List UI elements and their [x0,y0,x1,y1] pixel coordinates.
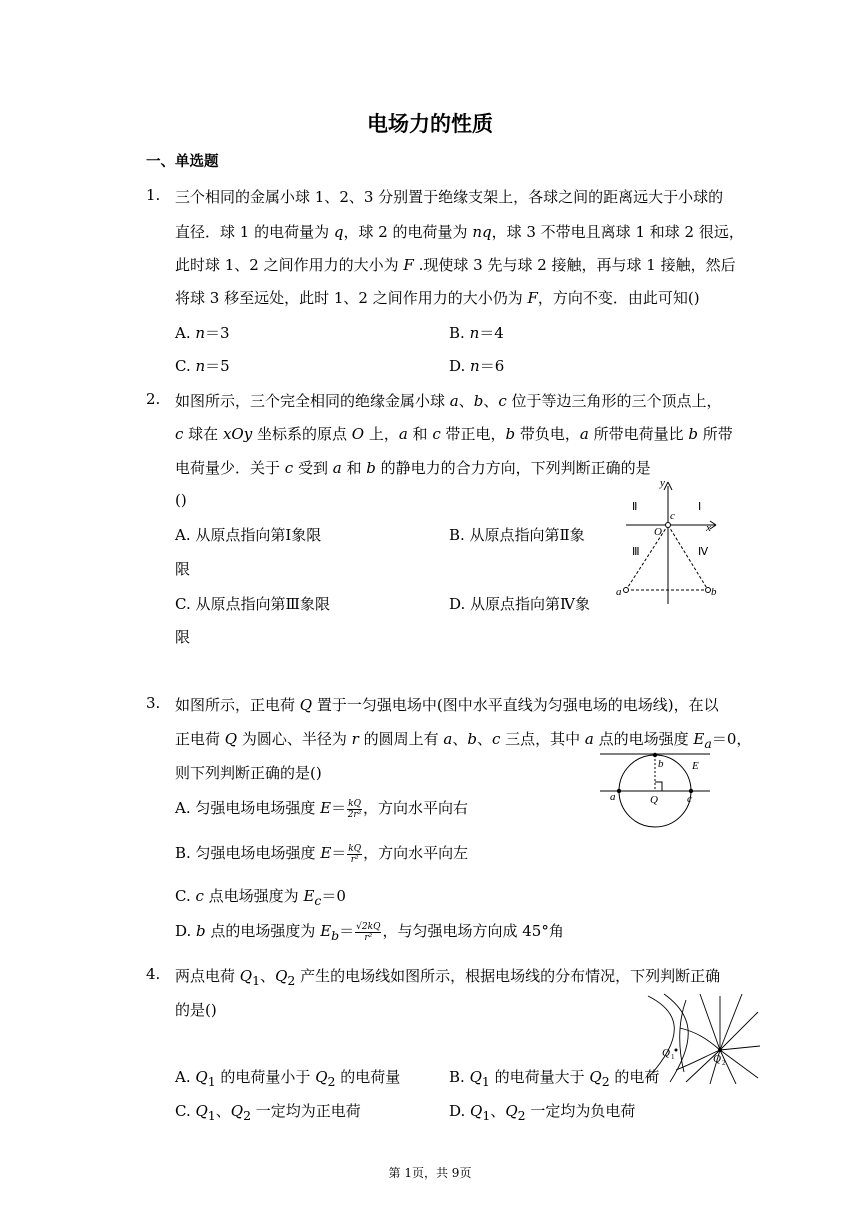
fig2-quadrant-3: Ⅲ [632,546,640,558]
page-title: 电场力的性质 [367,112,493,136]
fig3-q-label: Q [650,794,658,806]
fig2-a-label: a [616,586,622,598]
question-2-line-4: () [175,491,187,509]
fig2-origin-label: O [654,526,662,538]
question-2-option-b[interactable]: B. 从原点指向第Ⅱ象 [449,526,585,544]
fig4-q2-subscript: 2 [722,1059,726,1067]
question-2-line-2: c 球在 xOy 坐标系的原点 O 上，a 和 c 带正电，b 带负电，a 所带电荷量比 b 所带 [175,425,733,443]
question-2-option-c[interactable]: C. 从原点指向第Ⅲ象限 [175,595,330,613]
question-3-option-a[interactable]: A. 匀强电场电场强度 E＝ $\frac{kQ}{\text{2r²}}$ ，方向水平向右 [175,798,468,820]
fig3-e-label: E [692,760,699,772]
fig4-q1-subscript: 1 [671,1053,675,1061]
question-1-option-d[interactable]: D. n＝6 [449,357,505,375]
fig4-q1-label: Q [662,1047,670,1059]
question-1-option-a[interactable]: A. n＝3 [175,324,230,342]
fig2-quadrant-1: Ⅰ [698,501,702,513]
question-1-line-4: 将球 3 移至远处，此时 1、2 之间作用力的大小仍为 F，方向不变．由此可知() [175,289,700,307]
fig2-b-label: b [711,586,717,598]
question-3-line-2: 正电荷 Q 为圆心、半径为 r 的圆周上有 a、b、c 三点，其中 a 点的电场强度 $E_a=0$， [175,730,752,751]
question-3-option-b[interactable]: B. 匀强电场电场强度 E＝ $\frac{kQ}{\text{r²}}$ ，方向水平向左 [175,843,469,865]
question-4-line-1: 两点电荷 $Q_1$、$Q_2$ 产生的电场线如图所示，根据电场线的分布情况，下列判断正确 [175,967,721,988]
question-1-number: 1. [146,186,161,204]
charge-q2-icon [718,1048,722,1052]
fig3-a-label: a [610,791,616,803]
question-2-line-3: 电荷量少．关于 c 受到 a 和 b 的静电力的合力方向，下列判断正确的是 [175,459,651,477]
question-4-field-lines-figure [640,992,760,1084]
question-3-line-1: 如图所示，正电荷 Q 置于一匀强电场中(图中水平直线为匀强电场的电场线)，在以 [175,696,719,714]
section-heading: 一、单选题 [146,154,219,170]
fig4-q2-label: Q [713,1053,721,1065]
question-2-line-1: 如图所示，三个完全相同的绝缘金属小球 a、b、c 位于等边三角形的三个顶点上， [175,392,722,410]
question-3-option-c[interactable]: C. c 点电场强度为 $E_c=0$ [175,887,346,908]
question-4-option-a[interactable]: A. $Q_1$ 的电荷量小于 $Q_2$ 的电荷量 [175,1068,401,1089]
question-4-option-d[interactable]: D. $Q_1$、$Q_2$ 一定均为负电荷 [449,1102,636,1123]
ball-c-icon [666,523,671,528]
question-3-option-d[interactable]: D. b 点的电场强度为 $E_b=$ $\frac{√2kQ}{\text{r²}}$ ，与匀强电场方向成 45°角 [175,921,564,943]
question-3-number: 3. [146,694,161,712]
question-4-number: 4. [146,965,161,983]
question-2-option-d[interactable]: D. 从原点指向第Ⅳ象 [449,595,591,613]
question-1-line-1: 三个相同的金属小球 1、2、3 分别置于绝缘支架上，各球之间的距离远大于小球的 [175,188,724,206]
fig3-b-label: b [658,758,664,770]
fig2-y-label: y [660,477,665,489]
question-2-option-a[interactable]: A. 从原点指向第Ⅰ象限 [175,526,322,544]
ball-b-icon [706,588,711,593]
charge-q1-icon [675,1049,678,1052]
question-1-line-3: 此时球 1、2 之间作用力的大小为 F .现使球 3 先与球 2 接触，再与球 1 接触，然后 [175,256,736,274]
ball-a-icon [624,588,629,593]
fig3-c-label: c [687,793,692,805]
question-2-option-a-wrap: 限 [175,560,191,578]
question-3-line-3: 则下列判断正确的是() [175,764,322,782]
question-4-line-2: 的是() [175,1001,217,1019]
question-1-line-2: 直径．球 1 的电荷量为 q，球 2 的电荷量为 nq，球 3 不带电且离球 1 和球 2 很远， [175,223,744,241]
question-4-option-c[interactable]: C. $Q_1$、$Q_2$ 一定均为正电荷 [175,1102,361,1123]
question-4-option-b[interactable]: B. $Q_1$ 的电荷量大于 $Q_2$ 的电荷 [449,1068,660,1089]
page-footer: 第 1页，共 9页 [388,1166,472,1180]
question-1-option-c[interactable]: C. n＝5 [175,357,230,375]
fig2-quadrant-4: Ⅳ [698,546,709,558]
point-a-icon [617,789,621,793]
question-2-option-c-wrap: 限 [175,628,191,646]
question-1-option-b[interactable]: B. n＝4 [449,324,504,342]
fig2-x-label: x [706,522,711,534]
question-2-triangle-figure [612,476,724,604]
fig2-c-label: c [670,510,675,522]
fig2-quadrant-2: Ⅱ [632,501,638,513]
question-3-circle-figure [598,748,712,834]
point-b-icon [653,753,657,757]
question-2-number: 2. [146,390,161,408]
